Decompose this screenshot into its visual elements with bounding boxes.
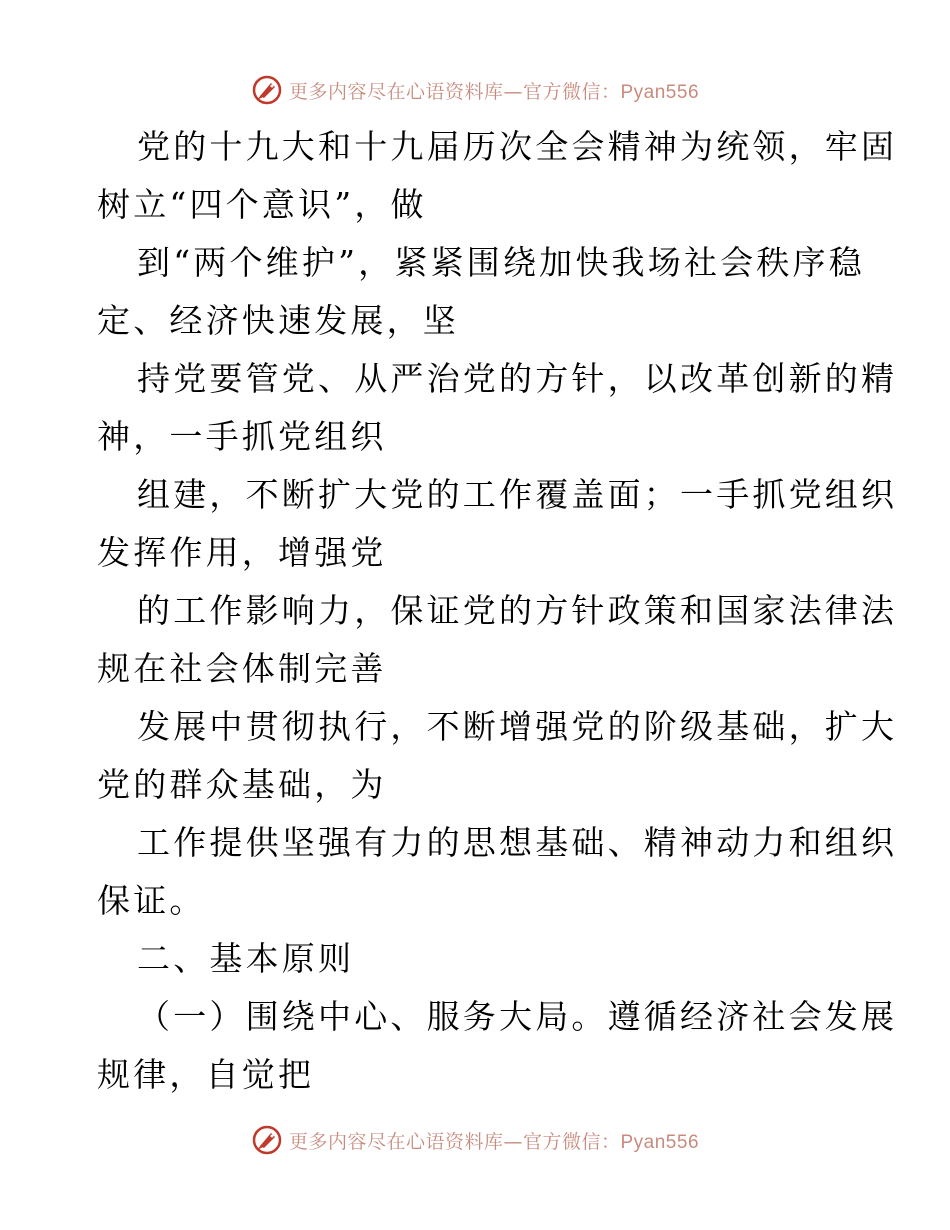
- watermark-separator: —: [503, 80, 523, 103]
- text-line: 党的群众基础，为: [97, 765, 387, 804]
- text-line: 定、经济快速发展，坚: [97, 301, 459, 340]
- watermark-site-text: 更多内容尽在心语资料库: [288, 1130, 504, 1153]
- watermark-separator: —: [503, 1130, 523, 1153]
- watermark-site-text: 更多内容尽在心语资料库: [288, 80, 504, 103]
- text-line: （一）围绕中心、服务大局。遵循经济社会发展: [137, 997, 898, 1036]
- text-line: 发挥作用，增强党: [97, 533, 387, 572]
- text-line: 保证。: [97, 881, 206, 920]
- watermark-text: [289, 1127, 699, 1154]
- pen-nib-logo-icon: [251, 74, 283, 106]
- text-line: 规律，自觉把: [97, 1055, 315, 1094]
- watermark-wechat-label: 官方微信：: [522, 1130, 621, 1153]
- text-line: 党的十九大和十九届历次全会精神为统领，牢固: [137, 127, 898, 166]
- text-line: 到“两个维护”，紧紧围绕加快我场社会秩序稳: [137, 243, 865, 282]
- text-line: 树立“四个意识”，做: [97, 185, 427, 224]
- watermark-wechat-handle: Pyan556: [620, 1131, 700, 1153]
- text-line: 规在社会体制完善: [97, 649, 387, 688]
- text-line: 工作提供坚强有力的思想基础、精神动力和组织: [137, 823, 898, 862]
- header-watermark-banner: [0, 72, 950, 108]
- footer-watermark-banner: [0, 1122, 950, 1158]
- text-line: 二、基本原则: [137, 939, 355, 978]
- pen-nib-logo-icon: [251, 1124, 283, 1156]
- watermark-wechat-label: 官方微信：: [522, 80, 621, 103]
- text-line: 组建，不断扩大党的工作覆盖面；一手抓党组织: [137, 475, 898, 514]
- watermark-wechat-handle: Pyan556: [620, 81, 700, 103]
- watermark-text: [289, 77, 699, 104]
- text-line: 的工作影响力，保证党的方针政策和国家法律法: [137, 591, 898, 630]
- text-line: 持党要管党、从严治党的方针，以改革创新的精: [137, 359, 898, 398]
- document-body: [97, 118, 898, 1104]
- text-line: 发展中贯彻执行，不断增强党的阶级基础，扩大: [137, 707, 898, 746]
- body-paragraph: [97, 118, 898, 1104]
- text-line: 神，一手抓党组织: [97, 417, 387, 456]
